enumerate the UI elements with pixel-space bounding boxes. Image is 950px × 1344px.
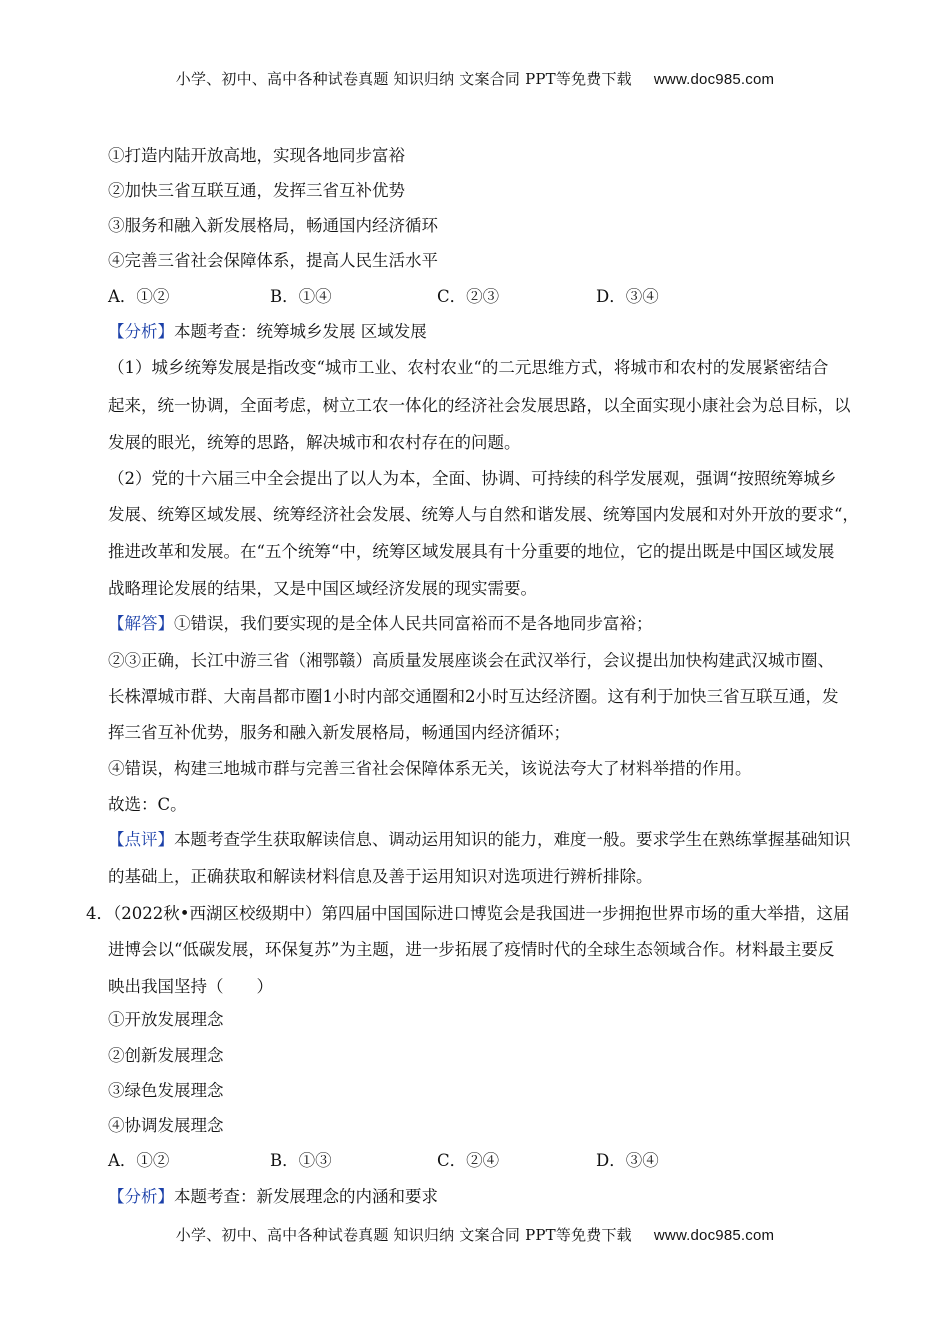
q3-option-d: D．③④ [596,287,659,306]
header-text: 小学、初中、高中各种试卷真题 知识归纳 文案合同 PPT等免费下载 [175,70,632,88]
q3-answer-line-2: 长株潭城市群、大南昌都市圈1小时内部交通圈和2小时互达经济圈。这有利于加快三省互联互通，发 [108,687,839,706]
analysis-tag: 【分析】 [108,322,174,341]
q4-analysis-heading [108,1186,863,1208]
q3-analysis-heading [108,321,863,343]
q3-analysis-line-2: 起来，统一协调，全面考虑，树立工农一体化的经济社会发展思路，以全面实现小康社会为总目标，以 [108,396,851,415]
q3-analysis-line-3: 发展的眼光，统筹的思路，解决城市和农村存在的问题。 [108,433,521,452]
q4-option-a: A．①② [108,1151,170,1170]
q3-answer-line-1: ②③正确，长江中游三省（湘鄂赣）高质量发展座谈会在武汉举行，会议提出加快构建武汉城市圈、 [108,651,834,670]
footer-url[interactable]: www.doc985.com [653,1227,775,1244]
q3-option-c: C．②③ [437,287,500,306]
comment-first-line: 本题考查学生获取解读信息、调动运用知识的能力，难度一般。要求学生在熟练掌握基础知识 [174,830,851,849]
page-header [0,68,950,89]
analysis-title: 本题考查：统筹城乡发展 区域发展 [174,322,427,341]
q4-analysis-title: 本题考查：新发展理念的内涵和要求 [174,1187,438,1206]
q4-item-4: ④协调发展理念 [108,1116,224,1135]
q4-stem-line-3: 映出我国坚持（ ） [108,977,273,996]
q4-stem-text-1: （2022秋•西湖区校级期中）第四届中国国际进口博览会是我国进一步拥抱世界市场的重大举措，这届 [113,904,850,923]
q3-answer-line-4: ④错误，构建三地城市群与完善三省社会保障体系无关，该说法夸大了材料举措的作用。 [108,759,752,778]
q4-item-2: ②创新发展理念 [108,1046,224,1065]
q4-option-d: D．③④ [596,1151,659,1170]
page-footer [0,1224,950,1245]
q4-number: 4． [86,904,113,923]
q3-option-a: A．①② [108,287,170,306]
q4-stem-line-1 [86,903,850,925]
q3-item-4: ④完善三省社会保障体系，提高人民生活水平 [108,251,438,270]
q4-stem-line-2: 进博会以“低碳发展，环保复苏”为主题，进一步拓展了疫情时代的全球生态领域合作。材料最主要反 [108,940,835,959]
q3-comment-heading [108,829,863,851]
header-url[interactable]: www.doc985.com [653,71,775,88]
q4-item-1: ①开放发展理念 [108,1010,224,1029]
q3-analysis-line-1: （1）城乡统筹发展是指改变“城市工业、农村农业“的二元思维方式，将城市和农村的发展紧密结合 [108,358,829,377]
q3-analysis-line-4: （2）党的十六届三中全会提出了以人为本，全面、协调、可持续的科学发展观，强调“按照统筹城乡 [108,469,837,488]
footer-text: 小学、初中、高中各种试卷真题 知识归纳 文案合同 PPT等免费下载 [175,1226,632,1244]
comment-tag: 【点评】 [108,830,174,849]
q3-answer-line-3: 挥三省互补优势，服务和融入新发展格局，畅通国内经济循环； [108,723,570,742]
q4-option-c: C．②④ [437,1151,500,1170]
q3-analysis-line-6: 推进改革和发展。在“五个统筹“中，统筹区域发展具有十分重要的地位，它的提出既是中国区域发展 [108,542,835,561]
q3-item-1: ①打造内陆开放高地，实现各地同步富裕 [108,146,405,165]
q3-comment-line-2: 的基础上，正确获取和解读材料信息及善于运用知识对选项进行辨析排除。 [108,867,653,886]
q4-option-b: B．①③ [270,1151,332,1170]
q3-analysis-line-7: 战略理论发展的结果，又是中国区域经济发展的现实需要。 [108,579,537,598]
q4-item-3: ③绿色发展理念 [108,1081,224,1100]
q3-answer-heading [108,613,863,635]
q3-option-b: B．①④ [270,287,332,306]
q3-item-2: ②加快三省互联互通，发挥三省互补优势 [108,181,405,200]
answer-tag: 【解答】 [108,614,174,633]
q3-item-3: ③服务和融入新发展格局，畅通国内经济循环 [108,216,438,235]
q3-answer-line-5: 故选：C。 [108,795,187,814]
q3-analysis-line-5: 发展、统筹区域发展、统筹经济社会发展、统筹人与自然和谐发展、统筹国内发展和对外开放的要求“， [108,505,859,524]
q4-analysis-tag: 【分析】 [108,1187,174,1206]
answer-first-line: ①错误，我们要实现的是全体人民共同富裕而不是各地同步富裕； [174,614,653,633]
